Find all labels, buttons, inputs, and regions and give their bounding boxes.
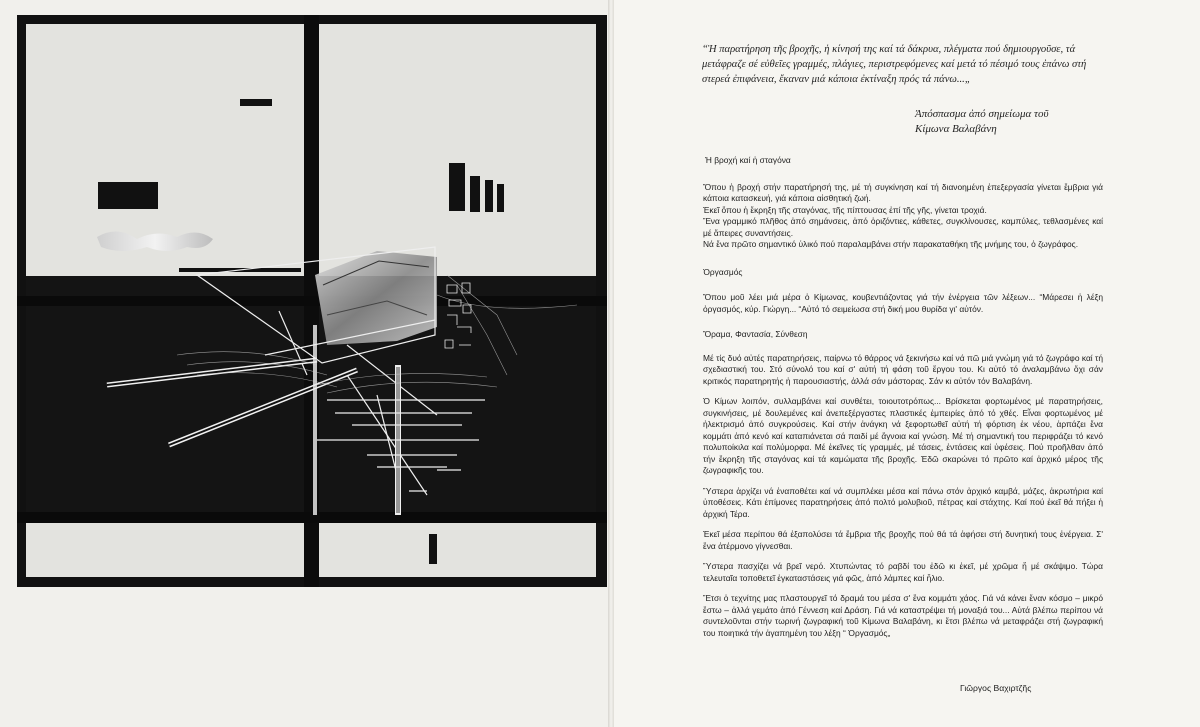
section-vision-paragraph-3: Ὕστερα ἀρχίζει νά ἐναποθέτει καί νά συμπλέκει μέσα καί πάνω στόν ἀρχικό καμβά, μάζες, ἀκρωτήρια καί ὑποθέσεις. Κάτι ἐπίμονες παρατηρήσεις ἀπό πολτό μολυβιοῦ, πέτρας καί στάχτης. Καί πού ἐκεῖ θά πήξει ἡ ἀρχική Τέρα.	[703, 485, 1103, 519]
quote-text: “Ἡ παρατήρηση τῆς βροχῆς, ἡ κίνησή της καί τά δάκρυα, πλέγματα πού δημιουργοῦσε, τά μετάφραζε σέ εὐθεῖες γραμμές, πλάγιες, περιστρεφόμενες καί μετά τό πέσιμό τους ἐπάνω στή στερεά ἐπιφάνεια, ἔκαναν μιά κάποια ἐκτίναξη πρός τά πάνω...„	[702, 44, 1087, 86]
artwork-reproduction	[17, 15, 607, 587]
attribution-line-2: Κίμωνα Βαλαβάνη	[915, 123, 997, 135]
section-vision-paragraph-4: Ἐκεῖ μέσα περίπου θά ἐξαπολύσει τά ἔμβρια τῆς βροχῆς πού θά τά ἀφήσει στή δυνητική τους ἐνέργεια. Σ' ἕνα ἀτέρμονο γίγνεσθαι.	[703, 529, 1103, 551]
section-title-rain: Ἡ βροχή καί ἡ σταγόνα	[705, 155, 791, 165]
section-title-orgasmos: Ὀργασμός	[703, 266, 743, 277]
section-rain-paragraph-2: Ἐκεῖ ὅπου ἡ ἔκρηξη τῆς σταγόνας, τῆς πίπτουσας ἐπί τῆς γῆς, γίνεται τροχιά.	[703, 204, 987, 215]
section-rain-paragraph-3: Ἕνα γραμμικό πλῆθος ἀπό σημάνσεις, ἀπό ὁριζόντιες, κάθετες, συγκλίνουσες, καμπύλες, τεθλασμένες καί μέ ἄπειρες συναντήσεις.	[703, 216, 1103, 238]
section-vision-paragraph-2: Ὁ Κίμων λοιπόν, συλλαμβάνει καί συνθέτει, τοιουτοτρόπως... Βρίσκεται φορτωμένος μέ παρατηρήσεις, συγκινήσεις, μέ δουλεμένες καί ἀνεπεξέργαστες πλαστικές ἐμπειρίες ἀπό τό χθές. Εἶναι φορτωμένος μέ ἠλεκτρισμό ἀπό συγκρούσεις. Καί στήν ἀνάγκη νά ξεφορτωθεῖ αὐτή τή φόρτιση ἐκ νέου, ἁρπάζει ἕνα κομμάτι ἀπό κενό καί καταπιάνεται σά παιδί μέ ἄγνοια καί γνώση. Μέ τή σημαντική του περιφράζει τό κενό πολυποίκιλα καί πολύμορφα. Μέ ἐκεῖνες τίς γραμμές, μέ τάσεις, ἐντάσεις καί ὑφέσεις. Πού προῆλθαν ἀπό τήν ἔκρηξη τῆς σταγόνας καί τά καμώματα τῆς βροχῆς. Ἐδῶ σκαρώνει τό πρῶτο καί ἀρχικό μέρος τῆς ζωγραφικῆς του.	[703, 396, 1103, 475]
artwork-image	[17, 15, 607, 587]
section-orgasmos-paragraph-1: Ὅπου μοῦ λέει μιά μέρα ὁ Κίμωνας, κουβεντιάζοντας γιά τήν ἐνέργεια τῶν λέξεων... “Μάρεσει ἡ λέξη ὀργασμός, κύρ. Γιώργη... “Αὐτό τό σειμείωσα στή δική μου θυρίδα γι' αὐτόν.	[703, 292, 1103, 314]
author-signature: Γιῶργος Βαχιρτζῆς	[960, 683, 1032, 693]
section-rain-paragraph-1: Ὅπου ἡ βροχή στήν παρατήρησή της, μέ τή συγκίνηση καί τή διανοημένη ἐπεξεργασία γίνεται ἔμβρια γιά κάποια κατασκευή, γιά κάποια αἰσθητική ζωή.	[703, 181, 1103, 203]
section-vision-paragraph-5: Ὕστερα πασχίζει νά βρεῖ νερό. Χτυπώντας τό ραβδί του ἐδῶ κι ἐκεῖ, μέ χρῶμα ἤ μέ σκάψιμο. Τώρα τελευταῖα τοποθετεῖ ἐγκαταστάσεις γιά φῶς, ἀπό λάμπες καί ἥλιο.	[703, 561, 1103, 583]
section-title-vision: Ὅραμα, Φαντασία, Σύνθεση	[703, 329, 808, 339]
quote-block	[702, 42, 1102, 88]
essay-body	[703, 155, 1103, 639]
book-gutter	[608, 0, 614, 727]
section-rain-paragraph-4: Νά ἕνα πρῶτο σημαντικό ὑλικό πού παραλαμβάνει στήν παρακαταθήκη τῆς μνήμης του, ὁ ζωγράφος.	[703, 239, 1079, 249]
attribution-line-1: Ἀπόσπασμα ἀπό σημείωμα τοῦ	[915, 108, 1049, 120]
section-vision-paragraph-6: Ἔτσι ὁ τεχνίτης μας πλαστουργεῖ τό δραμά του μέσα σ' ἕνα κομμάτι χάος. Γιά νά κάνει ἕναν κόσμο – μικρό ἔστω – ἀλλά γεμάτο ἀπό Γέννεση καί Δράση. Γιά νά καταστρέψει τή μοναξιά του... Αὐτά βλέπω περίπου νά συντελοῦνται στήν τωρινή ζωγραφική τοῦ Κίμωνα Βαλαβάνη, κι ἔτσι βλέπω νά μεταφράζει στή ζωγραφική του ποιητικά τήν ἀγαπημένη του λέξη “ Ὀργασμός„	[703, 593, 1103, 638]
section-vision-paragraph-1: Μέ τίς δυό αὐτές παρατηρήσεις, παίρνω τό θάρρος νά ξεκινήσω καί νά πῶ μιά γνώμη γιά τό ζωγράφο καί τή σχεδιαστική του. Στό σύνολό του καί σ' αὐτή τή φάση τοῦ ἔργου του. Κι αὐτό τό ἀναλαμβάνω ὄχι σάν κριτικός παρατηρητής ἡ παρουσιαστής, ἀλλά σάν μάστορας. Σάν κι αὐτόν τόν Βαλαβάνη.	[703, 352, 1103, 386]
quote-attribution	[915, 107, 1115, 137]
